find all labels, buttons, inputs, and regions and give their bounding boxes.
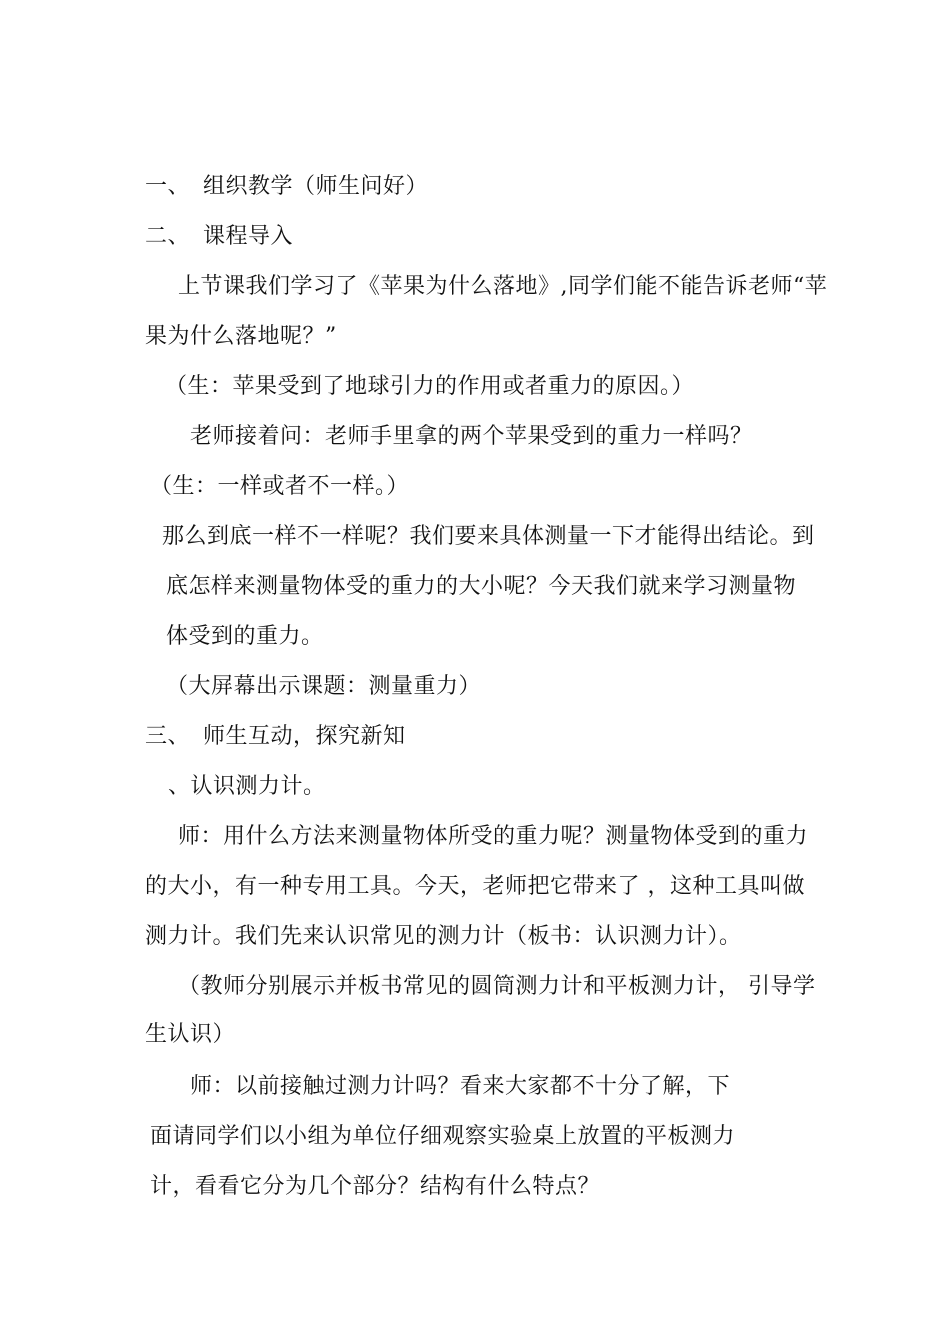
paragraph-line: 师：用什么方法来测量物体所受的重力呢？测量物体受到的重力 xyxy=(178,824,809,849)
paragraph-line: 底怎样来测量物体受的重力的大小呢？今天我们就来学习测量物 xyxy=(166,574,797,599)
paragraph-line: 面请同学们以小组为单位仔细观察实验桌上放置的平板测力 xyxy=(150,1124,736,1149)
subsection-heading: 、认识测力计。 xyxy=(168,774,326,799)
paragraph-line: 上节课我们学习了《苹果为什么落地》,同学们能不能告诉老师“苹 xyxy=(178,274,828,299)
paragraph-line: 体受到的重力。 xyxy=(166,624,324,649)
paragraph-line: （生：苹果受到了地球引力的作用或者重力的原因。） xyxy=(165,374,695,399)
paragraph-line: 师：以前接触过测力计吗？看来大家都不十分了解，下 xyxy=(190,1074,731,1099)
section-heading-1 xyxy=(145,172,428,202)
section-number: 二、 xyxy=(145,224,191,249)
paragraph-line: （教师分别展示并板书常见的圆筒测力计和平板测力计， 引导学 xyxy=(178,974,816,999)
section-heading-3 xyxy=(145,722,406,752)
paragraph-line: 计，看看它分为几个部分？结构有什么特点？ xyxy=(150,1174,601,1199)
section-title: 师生互动，探究新知 xyxy=(203,724,406,749)
paragraph-line: 的大小，有一种专用工具。今天，老师把它带来了 ，这种工具叫做 xyxy=(145,874,805,899)
paragraph-line: 那么到底一样不一样呢？我们要来具体测量一下才能得出结论。到 xyxy=(162,524,815,549)
section-number: 一、 xyxy=(145,174,191,199)
paragraph-line: （生：一样或者不一样。） xyxy=(150,474,410,499)
section-heading-2 xyxy=(145,222,293,252)
section-number: 三、 xyxy=(145,724,191,749)
section-title: 课程导入 xyxy=(203,224,294,249)
paragraph-line: 老师接着问：老师手里拿的两个苹果受到的重力一样吗？ xyxy=(190,424,753,449)
paragraph-line: 果为什么落地呢？” xyxy=(145,324,337,349)
paragraph-line: 生认识） xyxy=(145,1022,236,1047)
paragraph-line: 测力计。我们先来认识常见的测力计（板书：认识测力计）。 xyxy=(145,924,742,949)
paragraph-line: （大屏幕出示课题：测量重力） xyxy=(166,674,482,699)
section-title: 组织教学（师生问好） xyxy=(203,174,429,199)
